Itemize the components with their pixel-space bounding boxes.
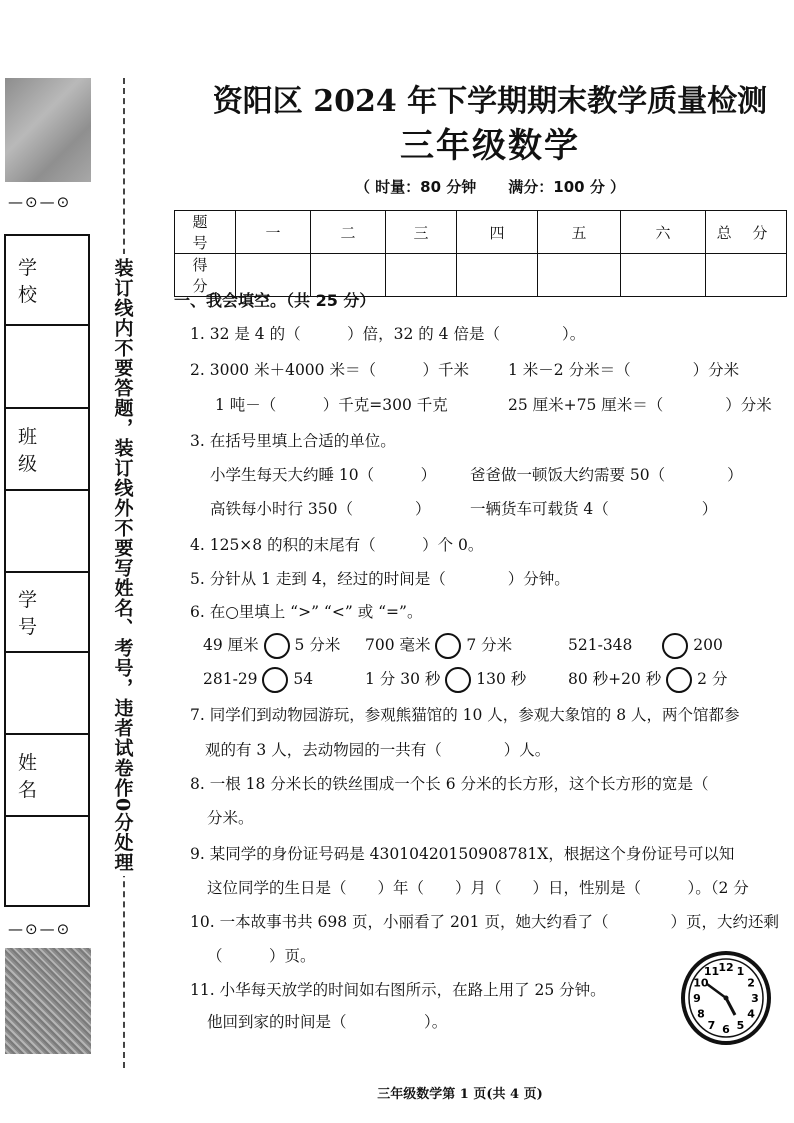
question-5: 5. 分针从 1 走到 4，经过的时间是（ ）分钟。	[190, 570, 570, 588]
student-number-label: 学 号	[6, 573, 88, 653]
question-9a: 9. 某同学的身份证号码是 43010420150908781X，根据这个身份证号可以知	[190, 845, 735, 863]
question-10b: （ ）页。	[207, 947, 316, 965]
compare-left: 521-348	[568, 636, 633, 654]
compare-item-6	[568, 667, 727, 693]
clock-center	[724, 996, 729, 1001]
compare-right: 130 秒	[476, 670, 527, 688]
clock-number: 3	[751, 992, 759, 1005]
compare-right: 54	[293, 670, 314, 688]
circle-mark-top: —⊙—⊙	[8, 193, 72, 211]
col-5: 五	[538, 211, 621, 254]
compare-item-4	[203, 667, 313, 693]
question-9b: 这位同学的生日是（ ）年（ ）月（ ）日，性别是（ ）。（2 分	[207, 879, 749, 897]
exam-subtitle: 三年级数学	[400, 126, 580, 166]
clock-number: 12	[718, 961, 734, 974]
question-3: 3. 在括号里填上合适的单位。	[190, 432, 396, 450]
clock-number: 1	[736, 965, 745, 979]
question-11b: 他回到家的时间是（ ）。	[207, 1013, 448, 1031]
clock-number: 10	[693, 976, 709, 990]
clock-number: 4	[747, 1007, 755, 1021]
compare-left: 80 秒+20 秒	[568, 670, 662, 688]
clock-number: 5	[736, 1018, 745, 1032]
page-footer: 三年级数学第 1 页(共 4 页)	[377, 1087, 543, 1102]
col-3: 三	[386, 211, 457, 254]
question-3d: 一辆货车可载货 4（ ）	[470, 500, 718, 518]
class-field[interactable]	[6, 491, 88, 573]
compare-item-2	[365, 633, 512, 659]
col-total: 总 分	[706, 211, 787, 254]
col-2: 二	[311, 211, 386, 254]
question-2b: 1 米－2 分米＝（ ）分米	[508, 361, 740, 379]
exam-title: 资阳区 2024 年下学期期末教学质量检测	[212, 84, 768, 119]
question-11a: 11. 小华每天放学的时间如右图所示，在路上用了 25 分钟。	[190, 981, 606, 999]
clock-number: 6	[722, 1023, 730, 1036]
question-3c: 高铁每小时行 350（ ）	[210, 500, 431, 518]
score-row-header: 得 分	[175, 254, 236, 297]
question-7b: 观的有 3 人，去动物园的一共有（ ）人。	[205, 741, 551, 759]
class-label: 班 级	[6, 409, 88, 491]
compare-right: 7 分米	[466, 636, 513, 654]
compare-right: 2 分	[697, 670, 728, 688]
question-3b: 爸爸做一顿饭大约需要 50（ ）	[470, 466, 743, 484]
clock-icon	[680, 950, 772, 1046]
clock-number: 9	[693, 992, 701, 1005]
question-2c: 1 吨－（ ）千克=300 千克	[215, 396, 448, 414]
question-3a: 小学生每天大约睡 10（ ）	[210, 466, 437, 484]
score-cell[interactable]	[386, 254, 457, 297]
compare-left: 49 厘米	[203, 636, 259, 654]
compare-circle[interactable]	[445, 667, 471, 693]
compare-right: 5 分米	[294, 636, 341, 654]
score-cell[interactable]	[621, 254, 706, 297]
question-4: 4. 125×8 的积的末尾有（ ）个 0。	[190, 536, 484, 554]
col-4: 四	[457, 211, 538, 254]
col-6: 六	[621, 211, 706, 254]
school-field[interactable]	[6, 326, 88, 409]
compare-left: 1 分 30 秒	[365, 670, 441, 688]
binding-notice	[107, 170, 139, 960]
compare-circle[interactable]	[435, 633, 461, 659]
compare-circle[interactable]	[662, 633, 688, 659]
compare-item-1	[203, 633, 340, 659]
clock-number: 7	[707, 1018, 716, 1032]
name-field[interactable]	[6, 817, 88, 905]
exam-time: （ 时量：80 分钟	[354, 178, 477, 196]
question-8b: 分米。	[207, 809, 254, 827]
question-10a: 10. 一本故事书共 698 页，小丽看了 201 页，她大约看了（ ）页，大约还剩	[190, 913, 779, 931]
compare-right: 200	[693, 636, 723, 654]
compare-circle[interactable]	[666, 667, 692, 693]
circle-mark-bottom: —⊙—⊙	[8, 920, 72, 938]
clock-number: 8	[697, 1007, 705, 1021]
student-number-field[interactable]	[6, 653, 88, 735]
binding-notice-text: 装订线内不要答题，装订线外不要写姓名、考号，违者试卷作0分处理	[110, 254, 137, 876]
clock-number: 2	[747, 976, 755, 990]
question-1: 1. 32 是 4 的（ ）倍，32 的 4 倍是（ ）。	[190, 325, 586, 343]
compare-item-3	[568, 633, 723, 659]
student-info-box	[4, 234, 90, 907]
score-table	[174, 210, 787, 297]
compare-circle[interactable]	[262, 667, 288, 693]
clock-number: 11	[703, 965, 720, 979]
question-2a: 2. 3000 米＋4000 米＝（ ）千米	[190, 361, 469, 379]
name-label: 姓 名	[6, 735, 88, 817]
school-label: 学 校	[6, 236, 88, 326]
score-cell[interactable]	[706, 254, 787, 297]
compare-item-5	[365, 667, 526, 693]
question-7a: 7. 同学们到动物园游玩，参观熊猫馆的 10 人，参观大象馆的 8 人，两个馆都参	[190, 706, 740, 724]
score-cell[interactable]	[457, 254, 538, 297]
compare-left: 281-29	[203, 670, 258, 688]
scan-texture-bottom	[5, 948, 91, 1054]
question-number-header: 题 号	[175, 211, 236, 254]
question-6: 6. 在○里填上 “>” “<” 或 “=”。	[190, 603, 423, 621]
scan-texture-top	[5, 78, 91, 182]
compare-left: 700 毫米	[365, 636, 431, 654]
exam-full-marks: 满分：100 分 ）	[508, 178, 626, 196]
exam-meta	[150, 176, 794, 197]
question-8a: 8. 一根 18 分米长的铁丝围成一个长 6 分米的长方形，这个长方形的宽是（	[190, 775, 709, 793]
col-1: 一	[236, 211, 311, 254]
question-2d: 25 厘米+75 厘米＝（ ）分米	[508, 396, 772, 414]
score-cell[interactable]	[538, 254, 621, 297]
section-1-title: 一、我会填空。（共 25 分）	[174, 291, 376, 310]
compare-circle[interactable]	[264, 633, 290, 659]
